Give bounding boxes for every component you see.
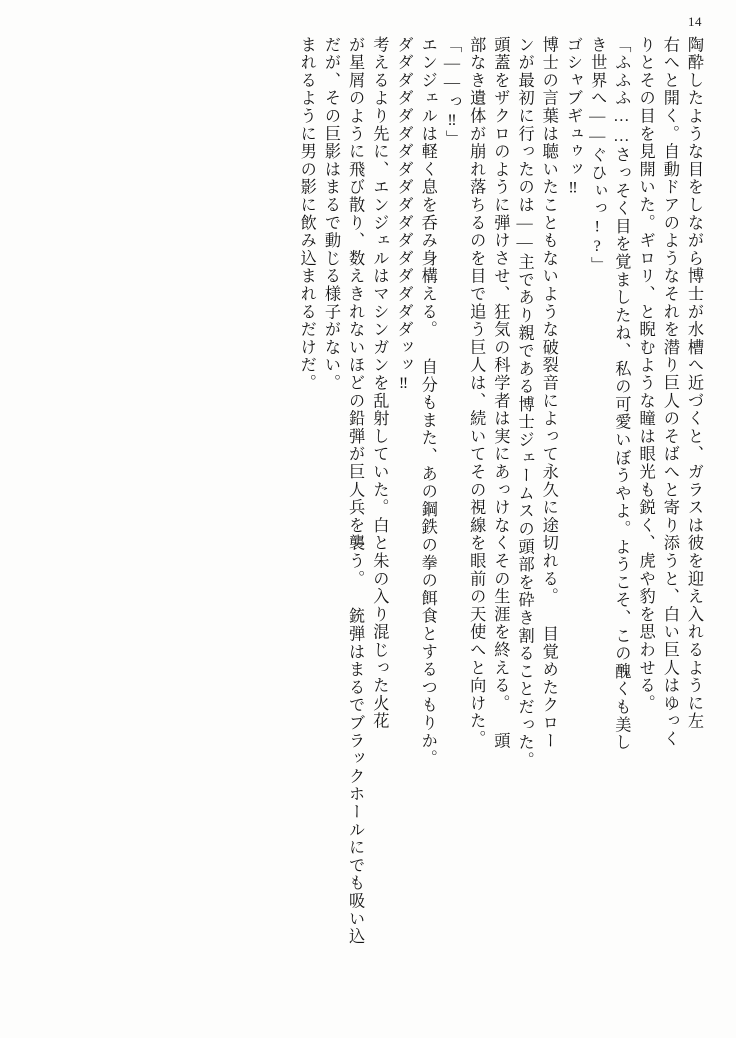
vertical-text-body — [30, 36, 706, 1014]
text-column: ンが最初に行ったのは――主であり親である博士ジェームスの頭部を砕き割ることだった。 — [515, 36, 534, 770]
text-column: まれるように男の影に飲み込まれるだけだ。 — [297, 36, 316, 392]
text-column: 博士の言葉は聴いたこともないような破裂音によって永久に途切れる。 目覚めたクロー — [539, 36, 558, 750]
text-column: が星屑のように飛び散り、数えきれないほどの鉛弾が巨人兵を襲う。 銃弾はまるでブラックホールにでも吸い込 — [346, 36, 365, 946]
text-column: 「ふふふ……さっそく目を覚ましたね、私の可愛いぼうやよ。ようこそ、この醜くも美し — [612, 36, 631, 752]
text-column: ゴシャブギュゥッ‼ — [563, 36, 582, 198]
text-column: 部なき遺体が崩れ落ちるのを目で追う巨人は、続いてその視線を眼前の天使へと向けた。 — [467, 36, 486, 748]
text-column: 「――っ‼」 — [442, 36, 461, 149]
text-column: 考えるより先に、エンジェルはマシンガンを乱射していた。白と朱の入り混じった火花 — [370, 36, 389, 731]
text-column: だが、その巨影はまるで動じる様子がない。 — [321, 36, 340, 392]
text-column: 右へと開く。自動ドアのようなそれを潜り巨人のそばへと寄り添うと、白い巨人はゆっく — [660, 36, 679, 748]
text-column: りとその目を見開いた。ギロリ、と睨むような瞳は眼光も鋭く、虎や豹を思わせる。 — [636, 36, 655, 713]
page-number: 14 — [688, 14, 702, 29]
text-column: 頭蓋をザクロのように弾けさせ、狂気の科学者は実にあっけなくその生涯を終える。 頭 — [491, 36, 510, 750]
text-column: エンジェルは軽く息を呑み身構える。 自分もまた、あの鋼鉄の拳の餌食とするつもりか。 — [418, 36, 437, 768]
text-column: き世界へ――ぐひぃっ!?」 — [588, 36, 607, 275]
text-column: ダダダダダダダダダダダダダダダダダッッ‼ — [394, 36, 413, 394]
text-column: 陶酔したような目をしながら博士が水槽へ近づくと、ガラスは彼を迎え入れるように左 — [685, 36, 703, 731]
